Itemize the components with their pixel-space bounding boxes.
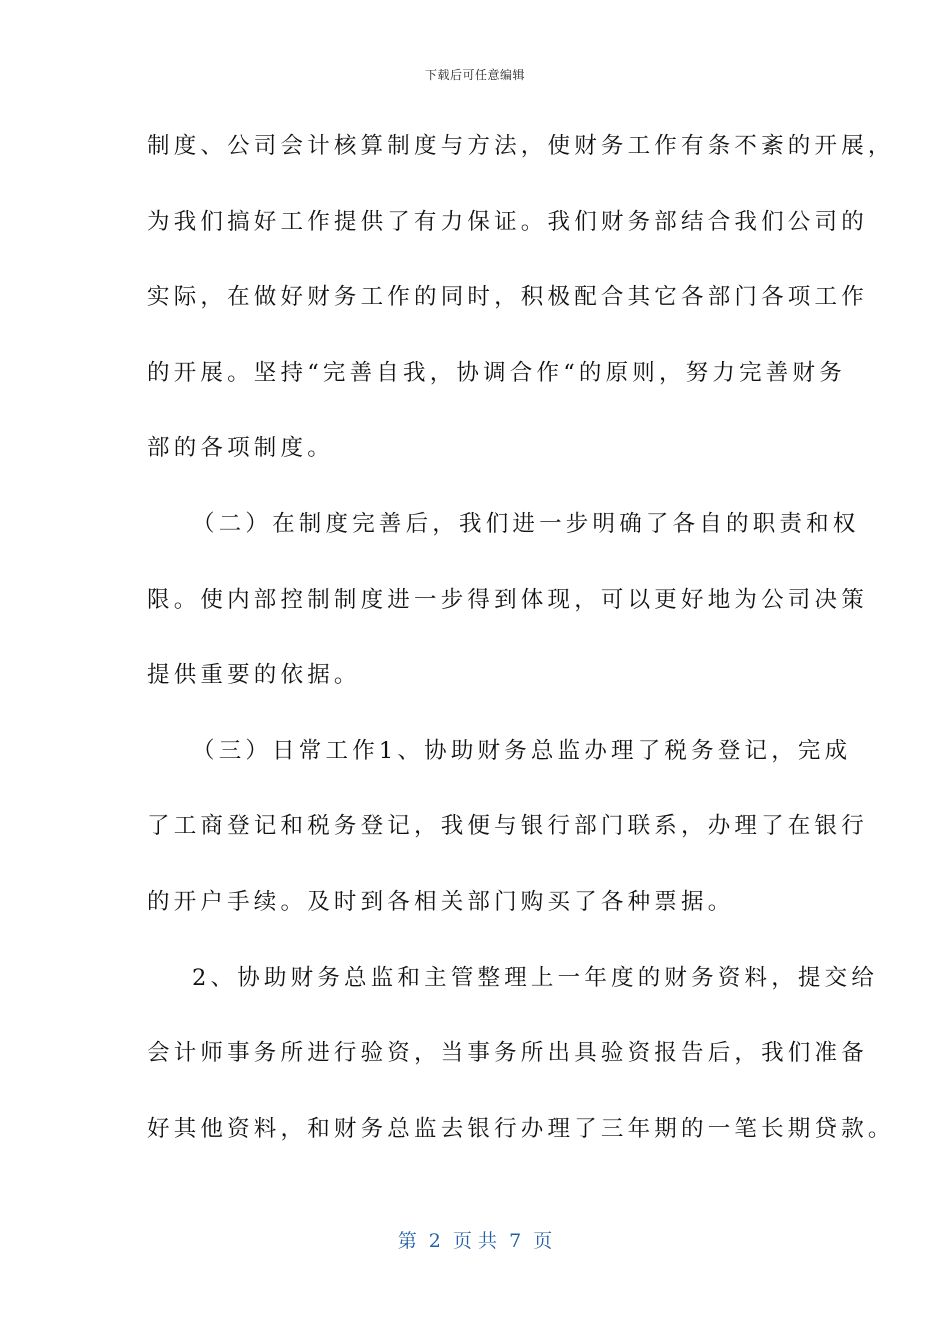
text-line: 制度、公司会计核算制度与方法，使财务工作有条不紊的开展， <box>147 133 895 159</box>
text-line: 实际，在做好财务工作的同时，积极配合其它各部门各项工作 <box>147 284 868 311</box>
page-header: 下载后可任意编辑 <box>424 68 525 82</box>
paragraph-start-line: （二）在制度完善后，我们进一步明确了各自的职责和权 <box>192 510 860 537</box>
text-line: 的开户手续。及时到各相关部门购买了各种票据。 <box>147 888 735 915</box>
document-body <box>147 118 895 1176</box>
page-number-footer: 第 2 页 共 7 页 <box>397 1230 553 1252</box>
text-line: 了工商登记和税务登记，我便与银行部门联系，办理了在银行 <box>147 813 868 840</box>
paragraph-start-line: 2、协助财务总监和主管整理上一年度的财务资料，提交给 <box>192 964 879 991</box>
text-line: 为我们搞好工作提供了有力保证。我们财务部结合我们公司的 <box>147 208 868 235</box>
text-line: 限。使内部控制制度进一步得到体现，可以更好地为公司决策 <box>147 586 868 613</box>
text-line: 会计师事务所进行验资，当事务所出具验资报告后，我们准备 <box>147 1040 868 1067</box>
text-line: 的开展。坚持“完善自我，协调合作“的原则，努力完善财务 <box>147 359 846 386</box>
text-line: 提供重要的依据。 <box>147 662 361 689</box>
text-line: 部的各项制度。 <box>147 435 334 462</box>
text-line: 好其他资料，和财务总监去银行办理了三年期的一笔长期贷款。 <box>147 1115 895 1142</box>
paragraph-start-line: （三）日常工作1、协助财务总监办理了税务登记，完成 <box>192 737 852 764</box>
